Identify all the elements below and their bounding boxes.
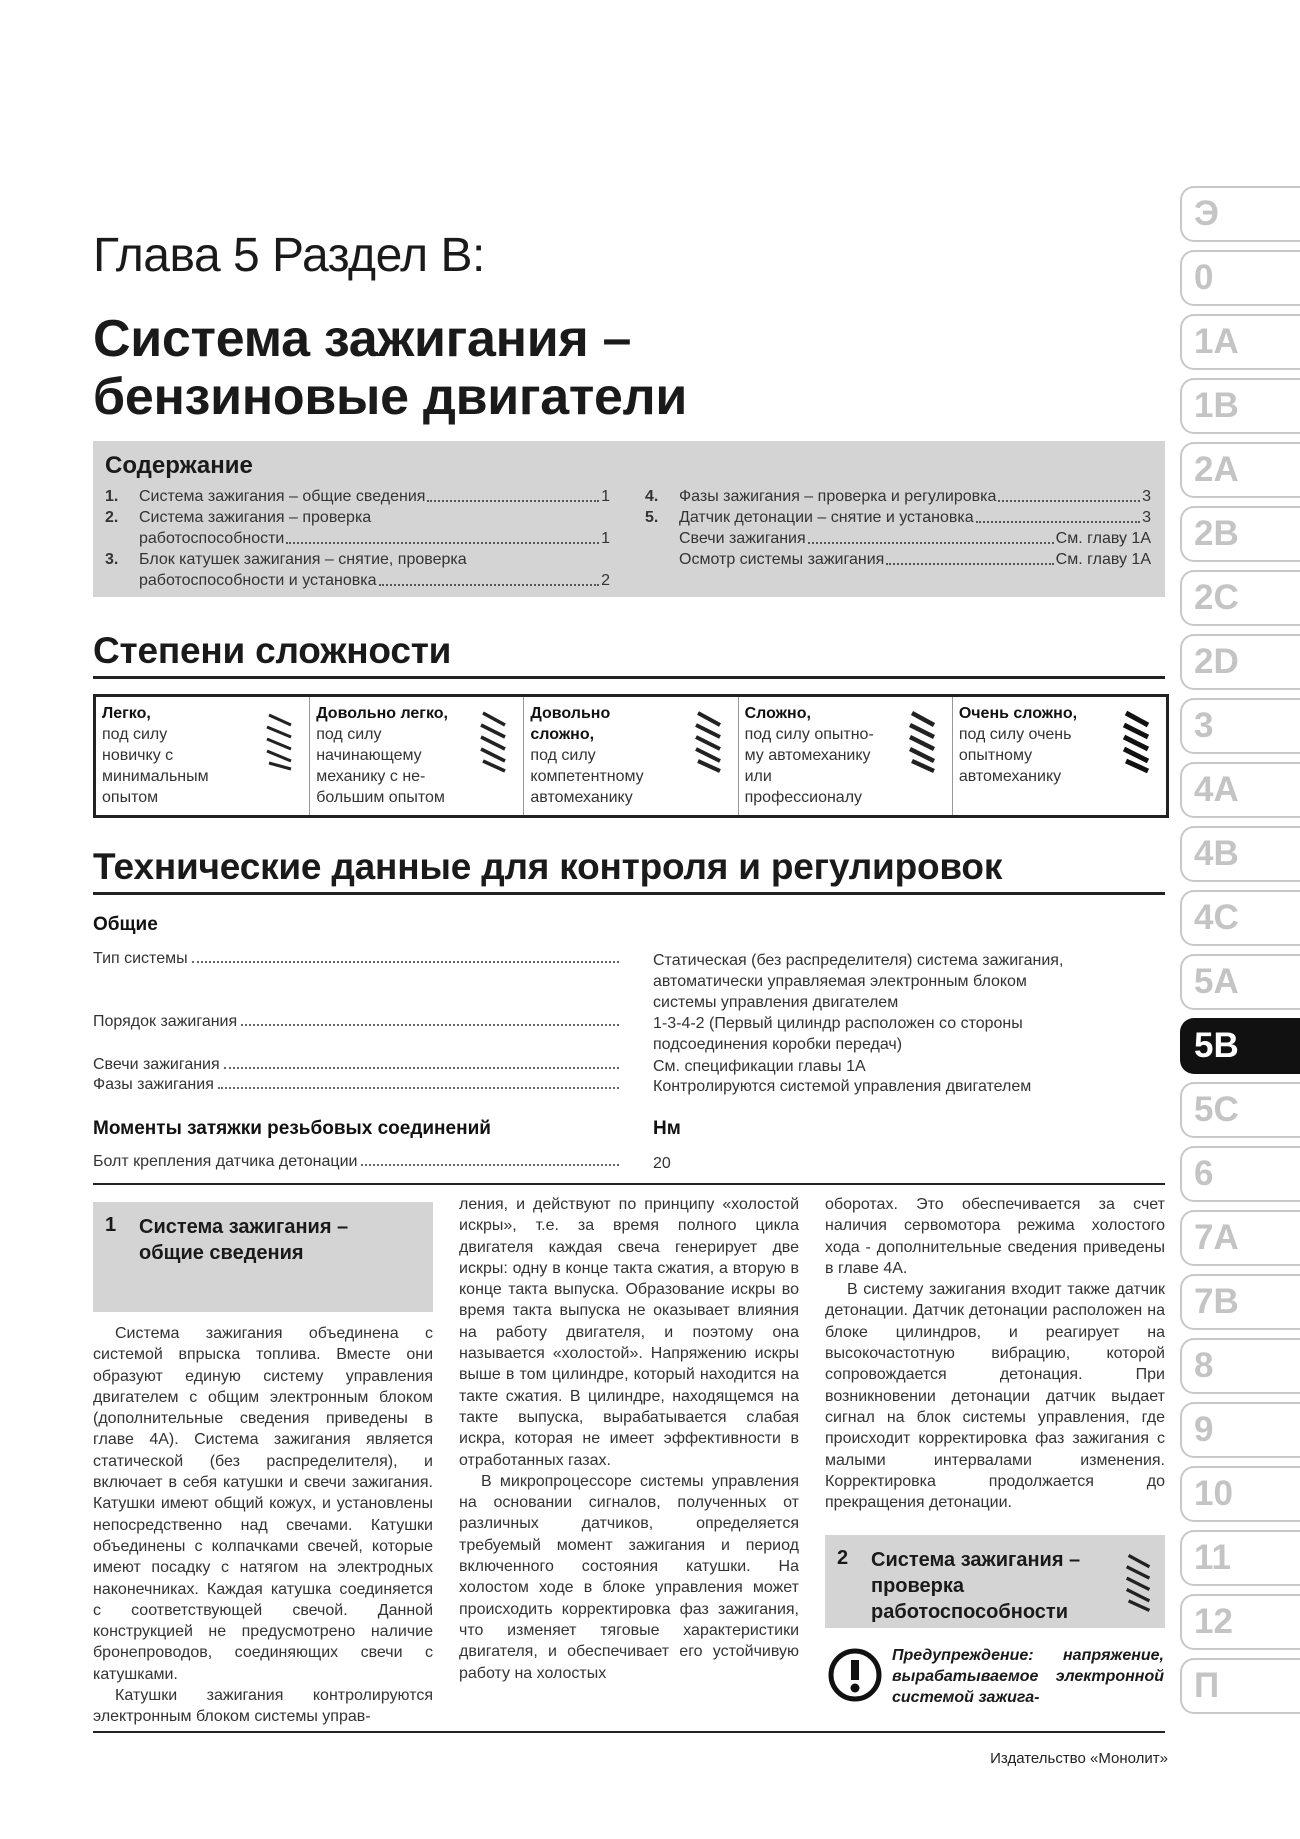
toc-item-cont[interactable]: работоспособности и установка 2 bbox=[139, 572, 610, 589]
toc-left bbox=[105, 486, 610, 591]
chapter-tab[interactable]: 4А bbox=[1180, 762, 1300, 818]
toc-item[interactable]: 4. Фазы зажигания – проверка и регулировка 3 bbox=[645, 488, 1151, 505]
section-number: 1 bbox=[105, 1214, 117, 1236]
chapter-tab[interactable]: 1В bbox=[1180, 378, 1300, 434]
contents-box bbox=[93, 441, 1165, 597]
chapter-tab[interactable]: 1А bbox=[1180, 314, 1300, 370]
tech-row-label: Свечи зажигания bbox=[93, 1056, 623, 1074]
publisher: Издательство «Монолит» bbox=[990, 1750, 1168, 1767]
difficulty-table bbox=[93, 694, 1169, 818]
difficulty-level-1: Легко, под силу новичку с минимальным опытом bbox=[96, 697, 310, 815]
toc-item[interactable]: 2. Система зажигания – проверка bbox=[105, 509, 372, 526]
chapter-label: Глава 5 Раздел В: bbox=[93, 229, 485, 282]
title-line-2: бензиновые двигатели bbox=[93, 368, 688, 426]
general-heading: Общие bbox=[93, 914, 158, 935]
wrench-icon bbox=[1121, 1545, 1157, 1617]
column-1-text: Система зажигания объединена с системой впрыска топлива. Вместе они образуют единую систему управления двигателем с общим электронным блоком (дополнительные сведения приведены в главе 4А). Система зажигания является статической (без распределителя), и включает в себя катушки и свечи зажигания. Катушки имеют общий кожух, и установлены непосредственно над свечами. Катушки объединены с колпачками свечей, которые имеют посадку с натягом на электродных наконечниках. Каждая катушка соединяется с соответствующей свечой. Данной конструкцией не предусмотрено наличие бронепроводов, соединяющих свечи с катушками. Катушки зажигания контролируются электронным блоком системы управ- bbox=[93, 1325, 433, 1726]
tech-row-value: Контролируются системой управления двигателем bbox=[653, 1078, 1032, 1095]
toc-item-cont[interactable]: работоспособности 1 bbox=[139, 530, 610, 547]
warning-text: Предупреждение: напряжение, вырабатываемое электронной системой зажига- bbox=[892, 1647, 1164, 1706]
chapter-tab[interactable]: 11 bbox=[1180, 1530, 1300, 1586]
divider bbox=[93, 676, 1165, 679]
wrench-icon bbox=[690, 705, 728, 775]
chapter-tab[interactable]: 7А bbox=[1180, 1210, 1300, 1266]
chapter-tab[interactable]: 12 bbox=[1180, 1594, 1300, 1650]
difficulty-heading: Степени сложности bbox=[93, 630, 452, 671]
toc-item[interactable]: 5. Датчик детонации – снятие и установка 3 bbox=[645, 509, 1151, 526]
section-title: Система зажигания – проверка работоспособности bbox=[871, 1549, 1081, 1623]
chapter-tab[interactable]: 3 bbox=[1180, 698, 1300, 754]
toc-item[interactable]: Осмотр системы зажигания См. главу 1А bbox=[679, 551, 1151, 568]
chapter-tab[interactable]: 8 bbox=[1180, 1338, 1300, 1394]
chapter-tab[interactable]: 6 bbox=[1180, 1146, 1300, 1202]
warning-icon bbox=[828, 1648, 882, 1702]
chapter-tab[interactable]: 5С bbox=[1180, 1082, 1300, 1138]
section-number: 2 bbox=[837, 1547, 849, 1569]
column-3-text: оборотах. Это обеспечивается за счет наличия сервомотора режима холостого хода - дополнительные сведения приведены в главе 4А. В систему зажигания входит также датчик детонации. Датчик детонации расположен на блоке цилиндров, и реагирует на высокочастотную вибрацию, которой сопровождается детонация. При возникновении детонации датчик выдает сигнал на блок системы управления, где происходит корректировка фаз зажигания с малыми интервалами изменения. Корректировка продолжается до прекращения детонации. bbox=[825, 1196, 1165, 1512]
chapter-tab[interactable]: 5В bbox=[1180, 1018, 1300, 1074]
difficulty-level-5: Очень сложно, под силу очень опытному автомеханику bbox=[953, 697, 1166, 815]
tech-row-label: Тип системы bbox=[93, 950, 623, 968]
chapter-tab[interactable]: 2С bbox=[1180, 570, 1300, 626]
tech-row-label: Болт крепления датчика детонации bbox=[93, 1153, 623, 1171]
difficulty-level-3: Довольно сложно, под силу компетентному автомеханику bbox=[524, 697, 738, 815]
toc-right bbox=[645, 486, 1151, 570]
divider bbox=[93, 892, 1165, 895]
wrench-icon bbox=[261, 705, 299, 775]
difficulty-level-2: Довольно легко, под силу начинающему механику с не- большим опытом bbox=[310, 697, 524, 815]
wrench-icon bbox=[1118, 705, 1156, 775]
tech-row-label: Фазы зажигания bbox=[93, 1076, 623, 1094]
page-title bbox=[93, 310, 687, 426]
section-title: Система зажигания – общие сведения bbox=[139, 1216, 349, 1264]
wrench-icon bbox=[475, 705, 513, 775]
difficulty-level-4: Сложно, под силу опытно- му автомеханику или профессионалу bbox=[739, 697, 953, 815]
divider bbox=[93, 1183, 1165, 1185]
chapter-tab[interactable]: 5А bbox=[1180, 954, 1300, 1010]
wrench-icon bbox=[904, 705, 942, 775]
chapter-tab[interactable]: П bbox=[1180, 1658, 1300, 1714]
tech-heading: Технические данные для контроля и регулировок bbox=[93, 846, 1003, 887]
torque-unit: Нм bbox=[653, 1118, 681, 1139]
section-2-box bbox=[825, 1535, 1165, 1628]
chapter-tab[interactable]: 0 bbox=[1180, 250, 1300, 306]
toc-item[interactable]: 1. Система зажигания – общие сведения 1 bbox=[105, 488, 610, 505]
chapter-tab[interactable]: 2А bbox=[1180, 442, 1300, 498]
tech-row-value: 20 bbox=[653, 1155, 671, 1172]
tech-row-label: Порядок зажигания bbox=[93, 1013, 623, 1031]
tech-row-value: См. спецификации главы 1А bbox=[653, 1058, 866, 1075]
title-line-1: Система зажигания – bbox=[93, 310, 632, 368]
chapter-tab[interactable]: 2D bbox=[1180, 634, 1300, 690]
torque-heading: Моменты затяжки резьбовых соединений bbox=[93, 1118, 491, 1139]
chapter-tab[interactable]: 9 bbox=[1180, 1402, 1300, 1458]
chapter-tab[interactable]: 4В bbox=[1180, 826, 1300, 882]
section-1-box bbox=[93, 1202, 433, 1312]
chapter-tab[interactable]: 7В bbox=[1180, 1274, 1300, 1330]
tech-row-value: Статическая (без распределителя) система зажигания, автоматически управляемая электронным блоком системы управления двигателем bbox=[653, 952, 1064, 1011]
chapter-tab[interactable]: 2В bbox=[1180, 506, 1300, 562]
toc-item[interactable]: Свечи зажигания См. главу 1А bbox=[679, 530, 1151, 547]
chapter-tab[interactable]: 4С bbox=[1180, 890, 1300, 946]
footer-divider bbox=[93, 1731, 1165, 1733]
tech-row-value: 1-3-4-2 (Первый цилиндр расположен со стороны подсоединения коробки передач) bbox=[653, 1015, 1023, 1053]
chapter-tab[interactable]: 10 bbox=[1180, 1466, 1300, 1522]
chapter-tab[interactable]: Э bbox=[1180, 186, 1300, 242]
contents-heading: Содержание bbox=[105, 452, 253, 479]
toc-item[interactable]: 3. Блок катушек зажигания – снятие, проверка bbox=[105, 551, 467, 568]
column-2-text: ления, и действуют по принципу «холостой искры», т.е. за время полного цикла двигателя каждая свеча генерирует две искры: одну в конце такта сжатия, а вторую в конце такта выпуска. Образование искры во время такта выпуска не оказывает влияния на работу двигателя, и поэтому она называется «холостой». Напряжению искры выше в том цилиндре, который находится на такте сжатия. В цилиндре, находящемся на такте выпуска, вырабатывается слабая искра, которая не имеет эффективности в отработанных газах. В микропроцессоре системы управления на основании сигналов, полученных от различных датчиков, определяется требуемый момент зажигания и период включенного состояния катушки. На холостом ходе в блоке управления может происходить корректировка фаз зажигания, что изменяет тяговые характеристики двигателя, и обеспечивает его устойчивую работу на холостых bbox=[459, 1196, 799, 1682]
